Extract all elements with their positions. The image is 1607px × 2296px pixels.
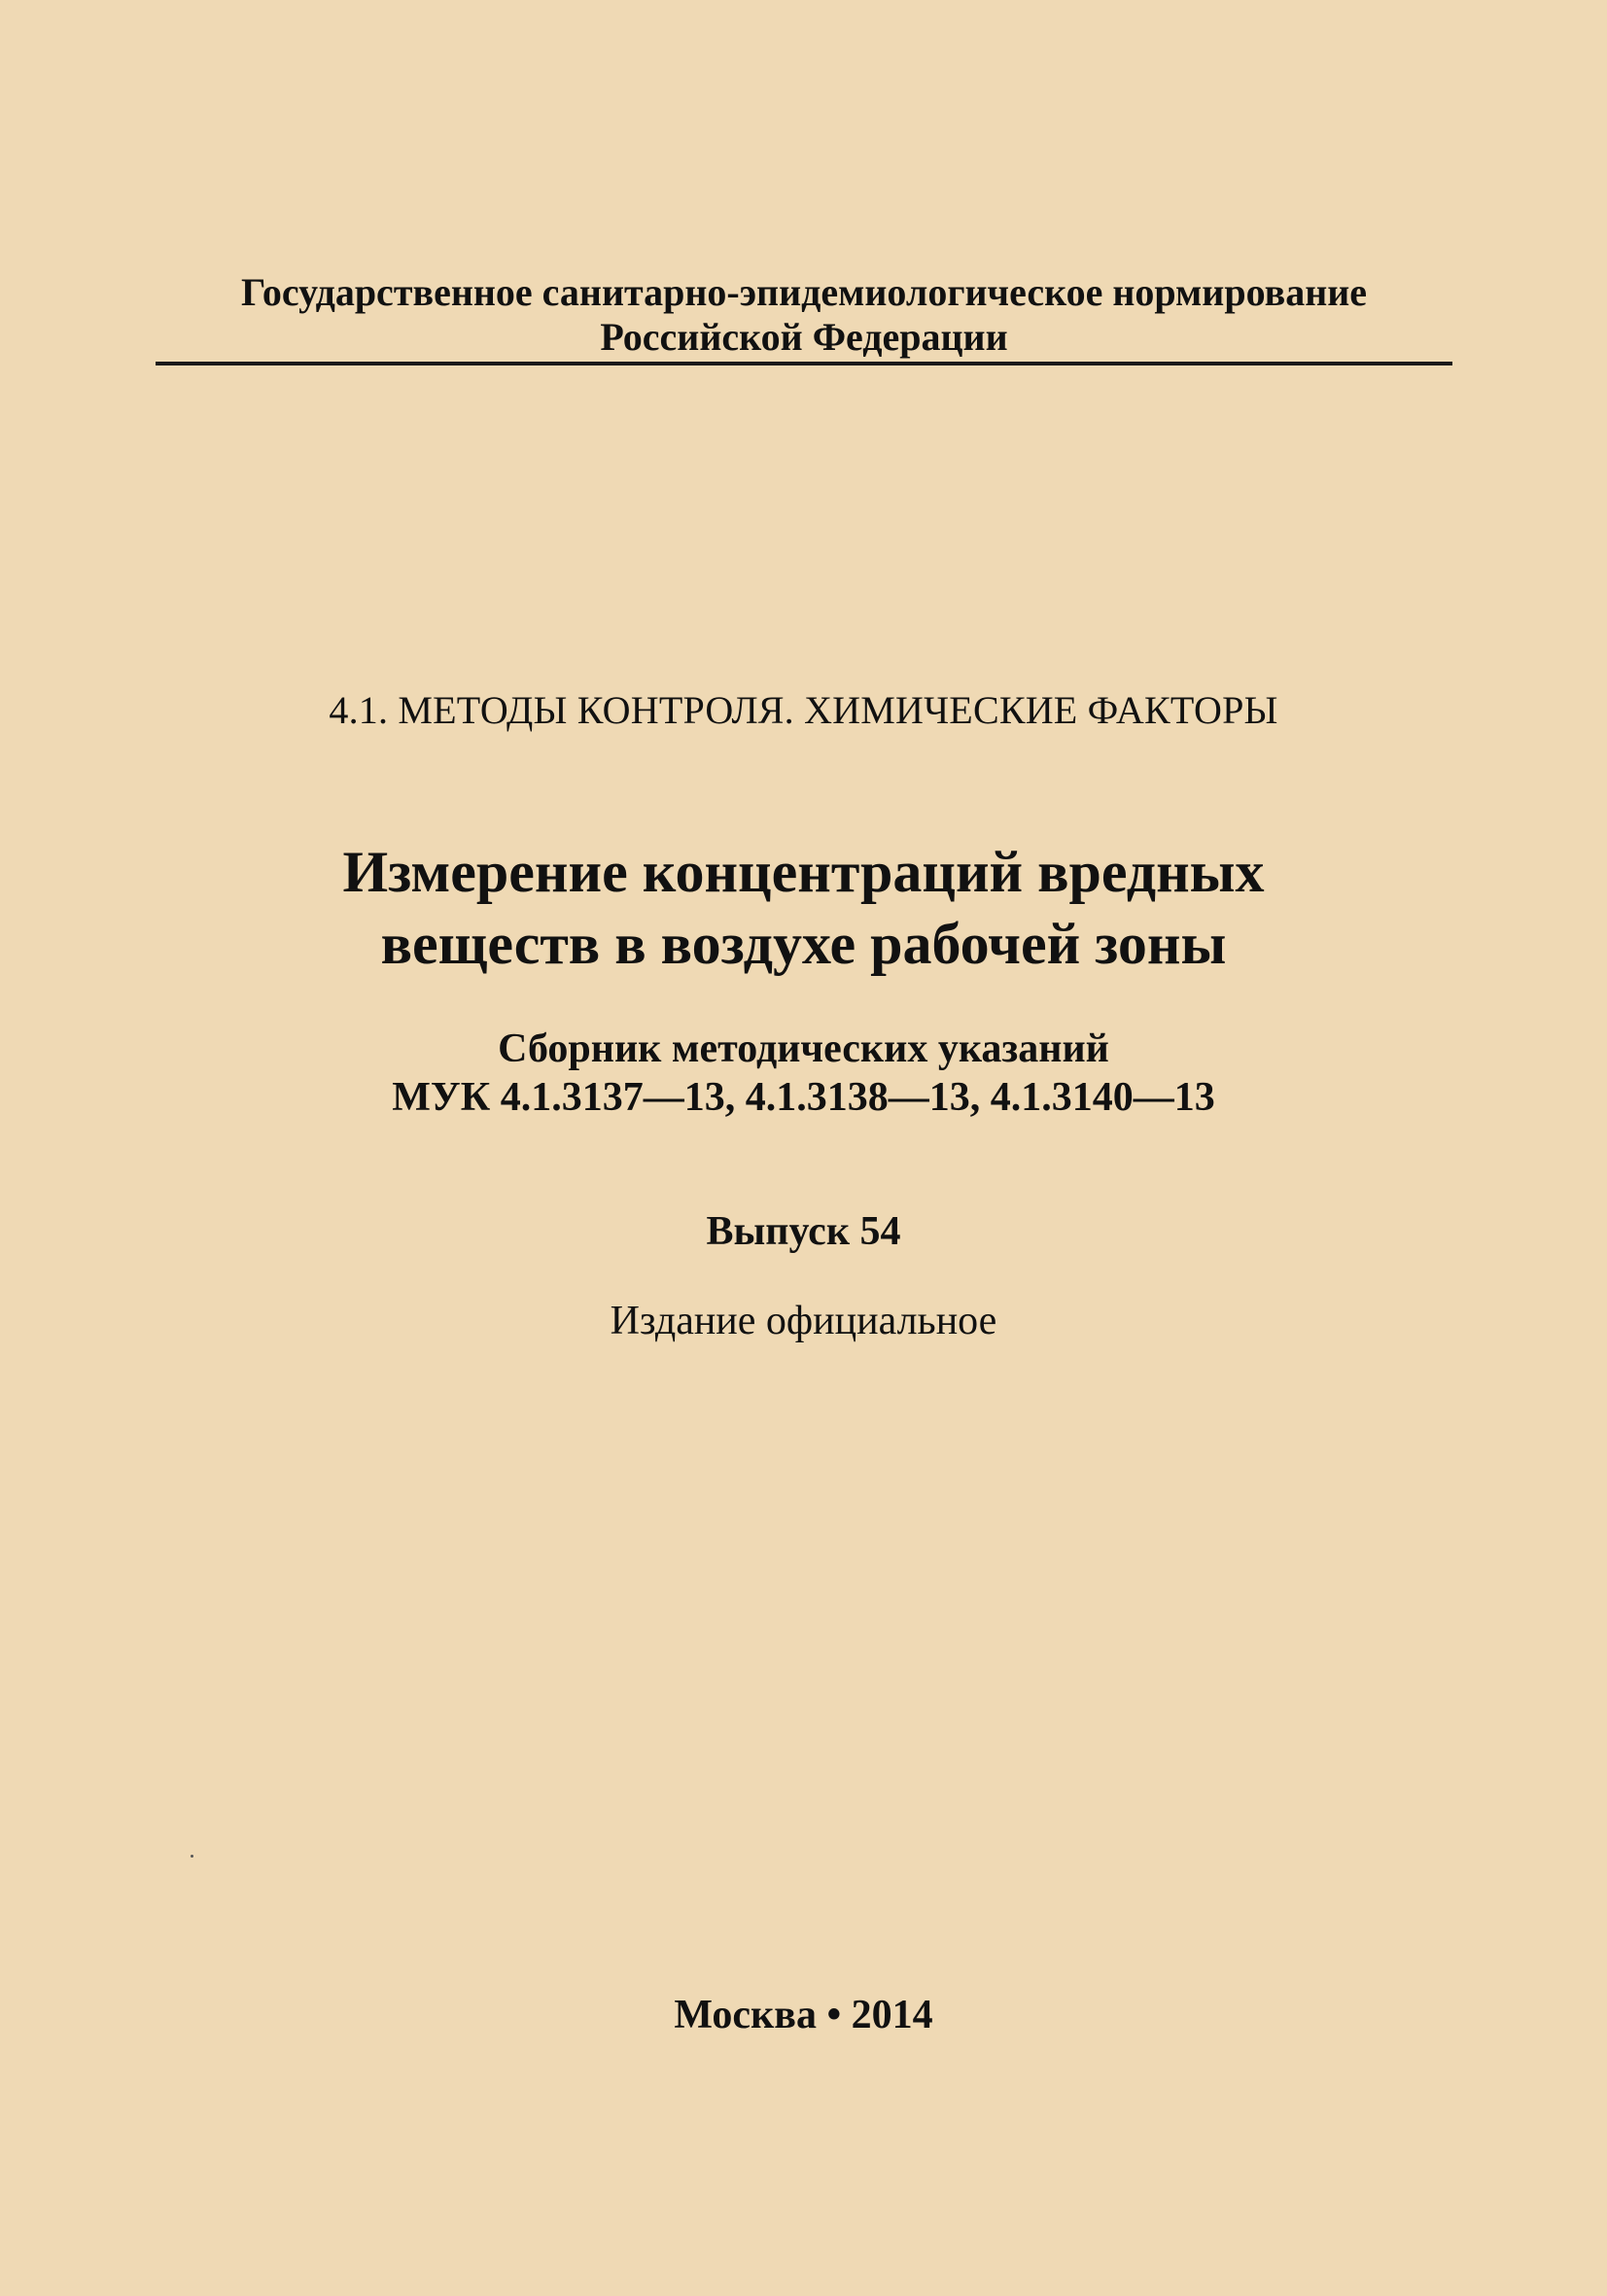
document-title-line-2: веществ в воздухе рабочей зоны: [380, 912, 1227, 976]
collection-subtitle: Сборник методических указаний: [498, 1026, 1109, 1071]
document-title-line-1: Измерение концентраций вредных: [342, 840, 1265, 904]
document-codes: МУК 4.1.3137—13, 4.1.3138—13, 4.1.3140—13: [392, 1075, 1215, 1120]
section-heading: 4.1. МЕТОДЫ КОНТРОЛЯ. ХИМИЧЕСКИЕ ФАКТОРЫ: [329, 688, 1278, 732]
edition-label: Издание официальное: [610, 1299, 997, 1343]
place-and-year: Москва • 2014: [674, 1993, 933, 2037]
publisher-header-line-1: Государственное санитарно-эпидемиологическое нормирование: [240, 270, 1368, 314]
publisher-header-line-2: Российской Федерации: [600, 315, 1008, 359]
print-speck: [191, 1855, 193, 1858]
header-divider: [156, 362, 1452, 365]
issue-number: Выпуск 54: [706, 1209, 901, 1254]
